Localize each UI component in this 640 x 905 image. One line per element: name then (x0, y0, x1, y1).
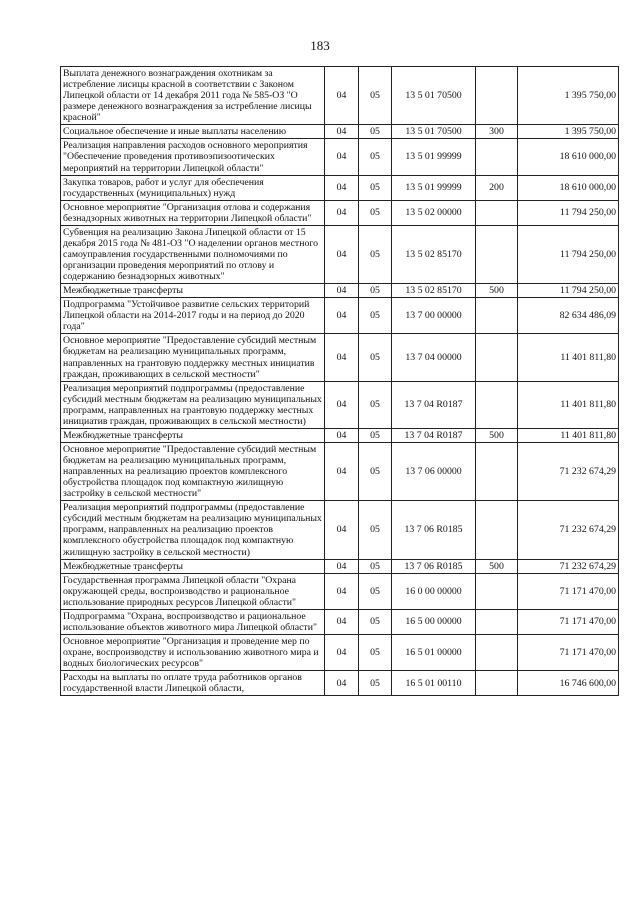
cell-name: Межбюджетные трансферты (61, 428, 325, 442)
cell-amount: 71 171 470,00 (518, 634, 619, 670)
cell-section: 04 (325, 634, 359, 670)
cell-target-code: 13 7 06 R0185 (392, 501, 476, 559)
cell-subsection: 05 (359, 501, 392, 559)
table-row (61, 284, 619, 298)
cell-section: 04 (325, 139, 359, 175)
table-row (61, 298, 619, 334)
table-row (61, 609, 619, 634)
cell-target-code: 13 5 01 99999 (392, 139, 476, 175)
table-row (61, 67, 619, 125)
cell-name: Субвенция на реализацию Закона Липецкой области от 15 декабря 2015 года № 481-ОЗ "О наделении органов местного самоуправления государственными полномочиями по организации проведения мероприятий по отлову и содержанию безнадзорных животных" (61, 225, 325, 283)
cell-section: 04 (325, 573, 359, 609)
cell-name: Основное мероприятие "Предоставление субсидий местным бюджетам на реализацию муниципальных программ, направленных на реализацию проектов комплексного обустройства площадок под компактную жилищную застройку в сельской местности" (61, 442, 325, 500)
cell-subsection: 05 (359, 381, 392, 428)
cell-subsection: 05 (359, 139, 392, 175)
cell-target-code: 13 5 01 99999 (392, 175, 476, 200)
cell-target-code: 13 7 04 00000 (392, 334, 476, 381)
cell-subsection: 05 (359, 175, 392, 200)
cell-amount: 11 401 811,80 (518, 334, 619, 381)
cell-amount: 71 232 674,29 (518, 559, 619, 573)
cell-target-code: 13 7 04 R0187 (392, 381, 476, 428)
cell-target-code: 13 7 06 00000 (392, 442, 476, 500)
cell-amount: 1 395 750,00 (518, 67, 619, 125)
cell-section: 04 (325, 559, 359, 573)
cell-name: Выплата денежного вознаграждения охотникам за истребление лисицы красной в соответствии с Законом Липецкой области от 14 декабря 2011 года № 585-ОЗ "О размере денежного вознаграждения за истребление лисицы красной" (61, 67, 325, 125)
cell-section: 04 (325, 175, 359, 200)
cell-subsection: 05 (359, 298, 392, 334)
cell-section: 04 (325, 200, 359, 225)
table-row (61, 125, 619, 139)
cell-amount: 71 171 470,00 (518, 609, 619, 634)
cell-section: 04 (325, 225, 359, 283)
table-row (61, 428, 619, 442)
cell-name: Реализация мероприятий подпрограммы (предоставление субсидий местным бюджетам на реализацию муниципальных программ, направленных на грантовую поддержку местных инициатив граждан, проживающих в сельской местности) (61, 381, 325, 428)
cell-expense-type (476, 609, 518, 634)
cell-name: Межбюджетные трансферты (61, 559, 325, 573)
table-row (61, 634, 619, 670)
cell-section: 04 (325, 125, 359, 139)
cell-section: 04 (325, 609, 359, 634)
cell-expense-type: 500 (476, 428, 518, 442)
cell-amount: 18 610 000,00 (518, 139, 619, 175)
cell-name: Закупка товаров, работ и услуг для обеспечения государственных (муниципальных) нужд (61, 175, 325, 200)
cell-amount: 18 610 000,00 (518, 175, 619, 200)
cell-subsection: 05 (359, 442, 392, 500)
cell-expense-type (476, 298, 518, 334)
cell-section: 04 (325, 67, 359, 125)
cell-expense-type: 500 (476, 284, 518, 298)
cell-target-code: 16 5 01 00110 (392, 671, 476, 696)
cell-amount: 71 232 674,29 (518, 501, 619, 559)
cell-subsection: 05 (359, 428, 392, 442)
cell-amount: 82 634 486,09 (518, 298, 619, 334)
cell-name: Реализация направления расходов основного мероприятия "Обеспечение проведения противоэпизоотических мероприятий на территории Липецкой области" (61, 139, 325, 175)
cell-section: 04 (325, 428, 359, 442)
cell-section: 04 (325, 334, 359, 381)
cell-target-code: 13 5 02 85170 (392, 284, 476, 298)
table-row (61, 225, 619, 283)
cell-expense-type (476, 634, 518, 670)
table-row (61, 559, 619, 573)
cell-subsection: 05 (359, 67, 392, 125)
cell-expense-type: 300 (476, 125, 518, 139)
cell-target-code: 13 5 01 70500 (392, 67, 476, 125)
cell-target-code: 16 5 01 00000 (392, 634, 476, 670)
cell-target-code: 13 5 02 00000 (392, 200, 476, 225)
cell-expense-type (476, 442, 518, 500)
page-number: 183 (310, 38, 330, 53)
cell-target-code: 13 5 02 85170 (392, 225, 476, 283)
table-row (61, 334, 619, 381)
cell-target-code: 13 5 01 70500 (392, 125, 476, 139)
cell-expense-type (476, 381, 518, 428)
cell-subsection: 05 (359, 334, 392, 381)
table-row (61, 442, 619, 500)
cell-section: 04 (325, 381, 359, 428)
cell-name: Социальное обеспечение и иные выплаты населению (61, 125, 325, 139)
cell-name: Основное мероприятие "Предоставление субсидий местным бюджетам на реализацию муниципальных программ, направленных на грантовую поддержку местных инициатив граждан, проживающих в сельской местности" (61, 334, 325, 381)
cell-expense-type: 200 (476, 175, 518, 200)
cell-subsection: 05 (359, 125, 392, 139)
table-row (61, 175, 619, 200)
table-row (61, 200, 619, 225)
table-row (61, 139, 619, 175)
cell-section: 04 (325, 284, 359, 298)
cell-section: 04 (325, 442, 359, 500)
cell-amount: 16 746 600,00 (518, 671, 619, 696)
cell-subsection: 05 (359, 225, 392, 283)
cell-subsection: 05 (359, 559, 392, 573)
cell-section: 04 (325, 671, 359, 696)
cell-section: 04 (325, 298, 359, 334)
table-row (61, 381, 619, 428)
cell-expense-type (476, 501, 518, 559)
cell-name: Государственная программа Липецкой области "Охрана окружающей среды, воспроизводство и рациональное использование природных ресурсов Липецкой области" (61, 573, 325, 609)
cell-name: Расходы на выплаты по оплате труда работников органов государственной власти Липецкой области, (61, 671, 325, 696)
cell-target-code: 13 7 00 00000 (392, 298, 476, 334)
cell-expense-type (476, 67, 518, 125)
cell-name: Подпрограмма "Устойчивое развитие сельских территорий Липецкой области на 2014-2017 годы и на период до 2020 года" (61, 298, 325, 334)
cell-amount: 71 232 674,29 (518, 442, 619, 500)
budget-table (60, 66, 619, 696)
cell-expense-type (476, 200, 518, 225)
cell-subsection: 05 (359, 671, 392, 696)
cell-expense-type (476, 671, 518, 696)
table-row (61, 573, 619, 609)
cell-expense-type (476, 573, 518, 609)
cell-amount: 11 401 811,80 (518, 428, 619, 442)
cell-target-code: 16 0 00 00000 (392, 573, 476, 609)
cell-amount: 11 794 250,00 (518, 284, 619, 298)
cell-subsection: 05 (359, 634, 392, 670)
cell-name: Реализация мероприятий подпрограммы (предоставление субсидий местным бюджетам на реализацию муниципальных программ, направленных на реализацию проектов комплексного обустройства площадок под компактную жилищную застройку в сельской местности) (61, 501, 325, 559)
cell-target-code: 13 7 06 R0185 (392, 559, 476, 573)
table-row (61, 501, 619, 559)
cell-amount: 11 794 250,00 (518, 225, 619, 283)
cell-section: 04 (325, 501, 359, 559)
cell-name: Основное мероприятие "Организация отлова и содержания безнадзорных животных на территории Липецкой области" (61, 200, 325, 225)
cell-expense-type (476, 334, 518, 381)
cell-name: Межбюджетные трансферты (61, 284, 325, 298)
cell-amount: 11 794 250,00 (518, 200, 619, 225)
cell-amount: 71 171 470,00 (518, 573, 619, 609)
cell-expense-type: 500 (476, 559, 518, 573)
cell-name: Основное мероприятие "Организация и проведение мер по охране, воспроизводству и использованию животного мира и водных биологических ресурсов" (61, 634, 325, 670)
cell-amount: 11 401 811,80 (518, 381, 619, 428)
cell-amount: 1 395 750,00 (518, 125, 619, 139)
cell-subsection: 05 (359, 573, 392, 609)
cell-expense-type (476, 225, 518, 283)
cell-target-code: 16 5 00 00000 (392, 609, 476, 634)
table-row (61, 671, 619, 696)
cell-subsection: 05 (359, 284, 392, 298)
cell-subsection: 05 (359, 200, 392, 225)
cell-target-code: 13 7 04 R0187 (392, 428, 476, 442)
cell-subsection: 05 (359, 609, 392, 634)
cell-expense-type (476, 139, 518, 175)
cell-name: Подпрограмма "Охрана, воспроизводство и рациональное использование объектов животного мира Липецкой области" (61, 609, 325, 634)
